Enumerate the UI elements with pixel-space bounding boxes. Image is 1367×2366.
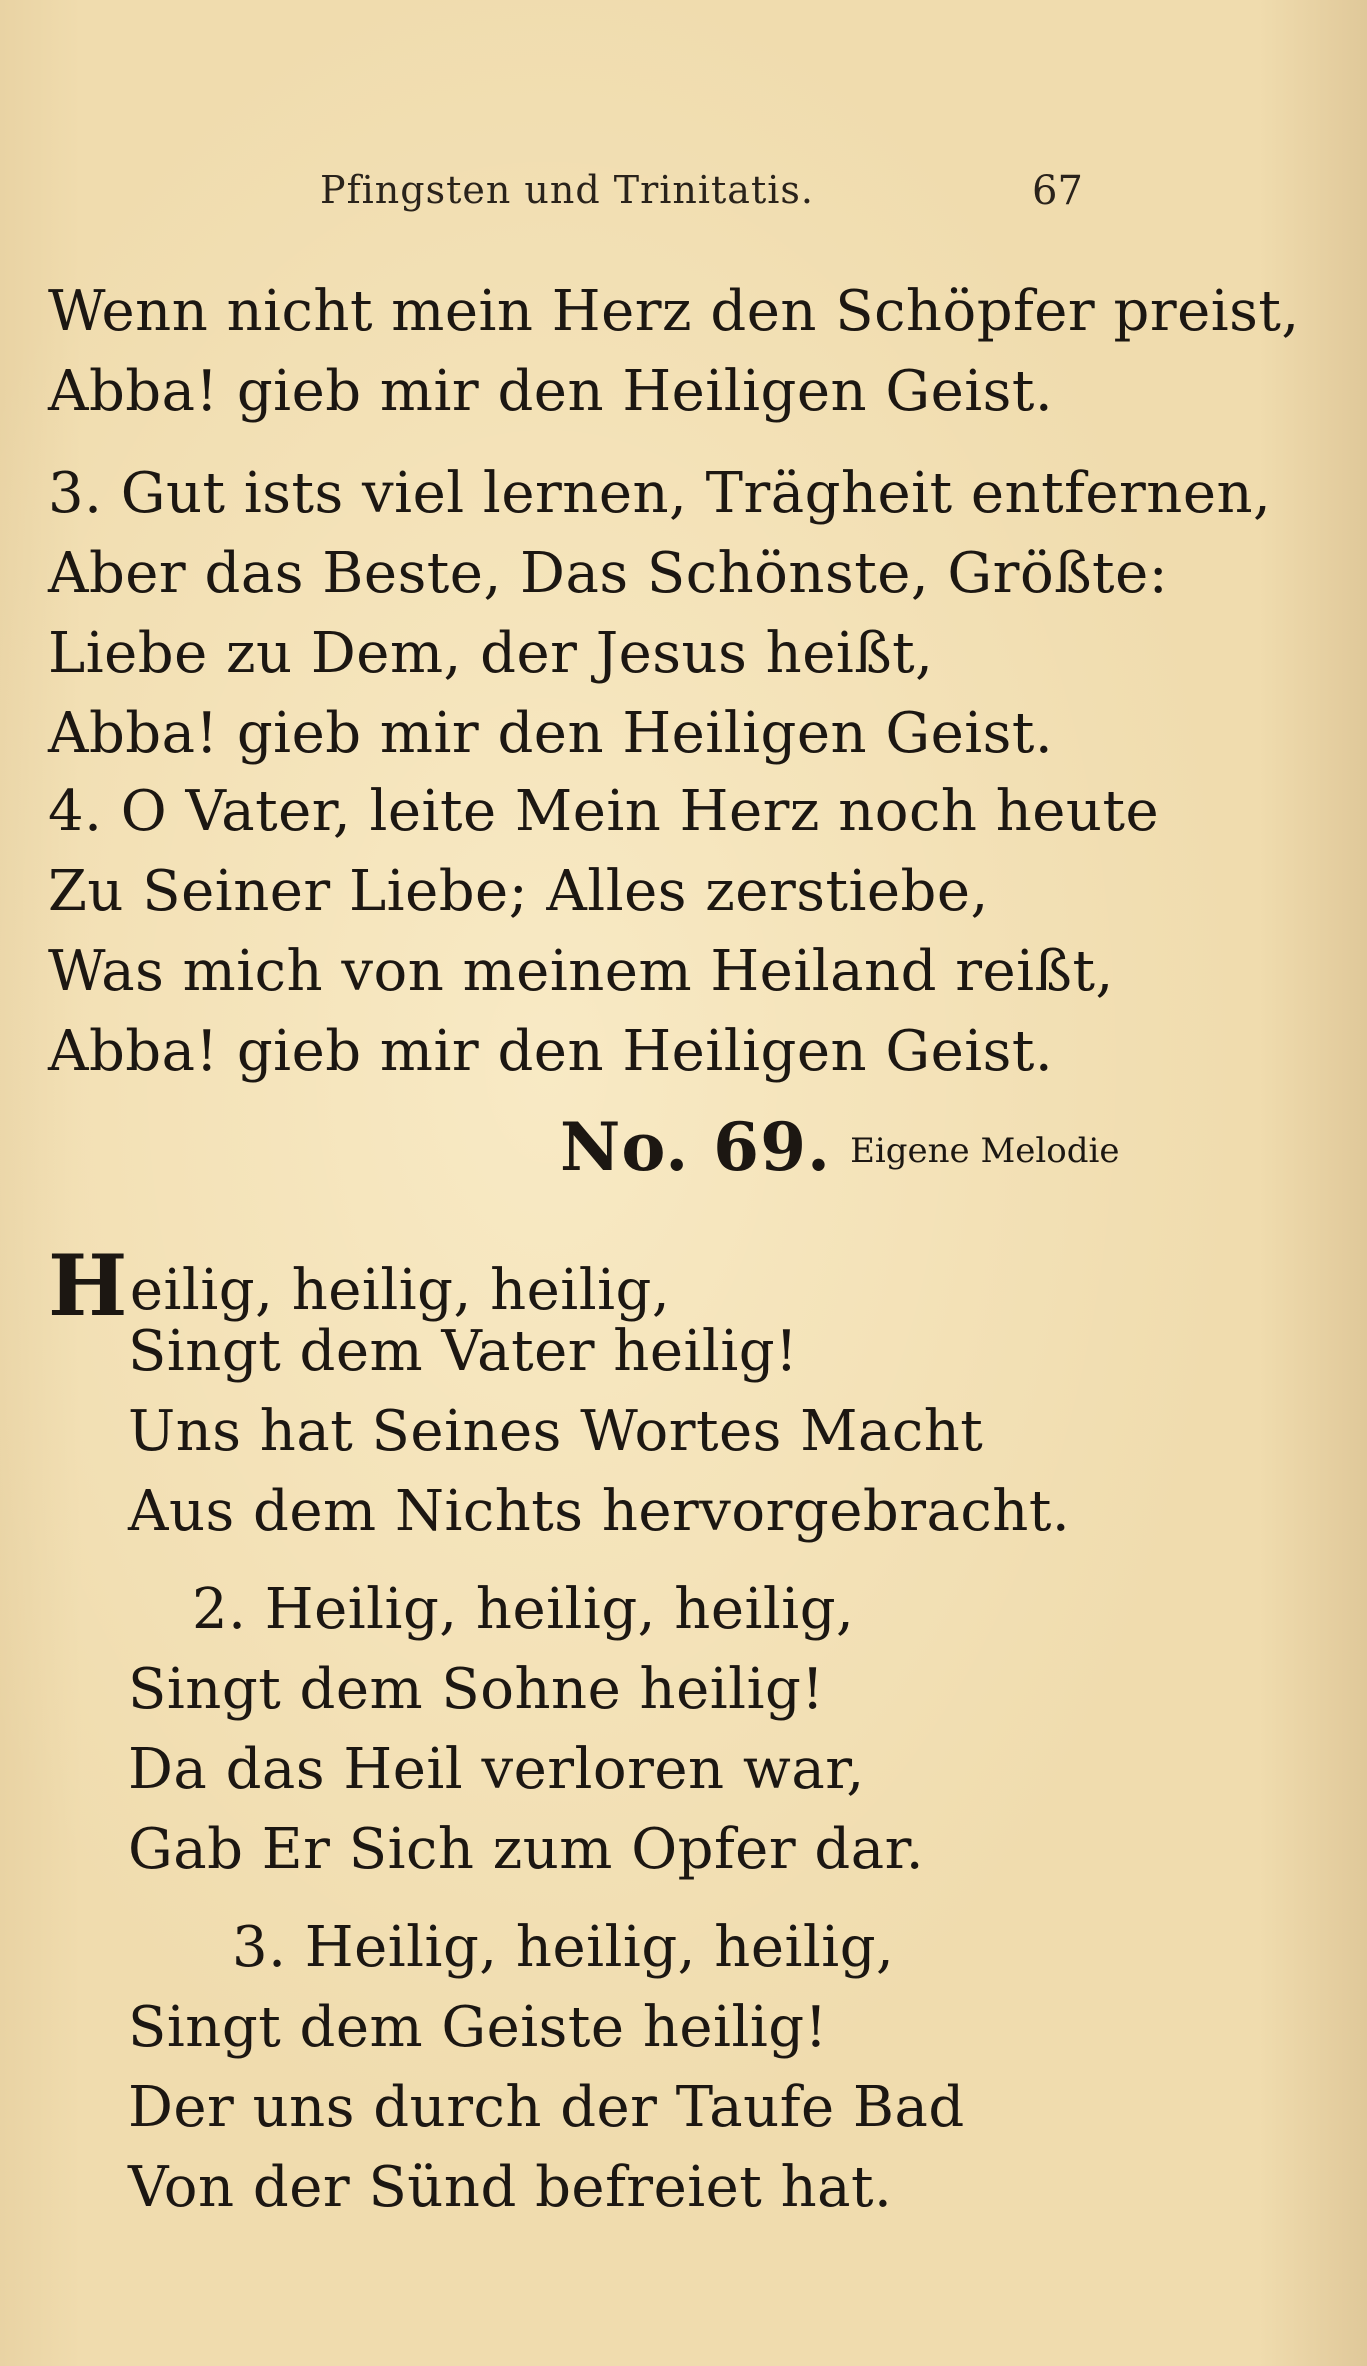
- verse-line: Gab Er Sich zum Opfer dar.: [128, 1817, 925, 1882]
- verse-line: Abba! gieb mir den Heiligen Geist.: [48, 701, 1054, 766]
- verse-line: Was mich von meinem Heiland reißt,: [48, 939, 1114, 1004]
- verse-line: Uns hat Seines Wortes Macht: [128, 1399, 984, 1464]
- stanza-4-line: 4. O Vater, leite Mein Herz noch heute: [48, 779, 1160, 844]
- verse-line: Aus dem Nichts hervorgebracht.: [128, 1479, 1071, 1544]
- verse-text: eilig, heilig, heilig,: [129, 1258, 671, 1323]
- first-verse-line: [48, 1236, 671, 1335]
- verse-line: Singt dem Sohne heilig!: [128, 1657, 825, 1722]
- stanza-2-line: 2. Heilig, heilig, heilig,: [192, 1577, 855, 1642]
- verse-line: Aber das Beste, Das Schönste, Größte:: [48, 541, 1169, 606]
- verse-line: Der uns durch der Taufe Bad: [128, 2075, 965, 2140]
- hymn-heading: [560, 1108, 1120, 1186]
- verse-line: Abba! gieb mir den Heiligen Geist.: [48, 1019, 1054, 1084]
- page-number: 67: [1032, 168, 1083, 214]
- verse-line: Von der Sünd befreiet hat.: [128, 2155, 893, 2220]
- verse-line: Singt dem Vater heilig!: [128, 1319, 799, 1384]
- drop-cap: H: [48, 1236, 128, 1335]
- verse-line: Liebe zu Dem, der Jesus heißt,: [48, 621, 934, 686]
- verse-line: Abba! gieb mir den Heiligen Geist.: [48, 359, 1054, 424]
- running-title: Pfingsten und Trinitatis.: [320, 168, 814, 212]
- stanza-3-line: 3. Gut ists viel lernen, Trägheit entfernen,: [48, 461, 1272, 526]
- stanza-3-line: 3. Heilig, heilig, heilig,: [232, 1915, 895, 1980]
- hymn-number: No. 69.: [560, 1108, 831, 1186]
- verse-line: Singt dem Geiste heilig!: [128, 1995, 828, 2060]
- melody-note: Eigene Melodie: [850, 1131, 1120, 1171]
- verse-line: Wenn nicht mein Herz den Schöpfer preist,: [48, 279, 1300, 344]
- verse-line: Zu Seiner Liebe; Alles zerstiebe,: [48, 859, 989, 924]
- verse-line: Da das Heil verloren war,: [128, 1737, 865, 1802]
